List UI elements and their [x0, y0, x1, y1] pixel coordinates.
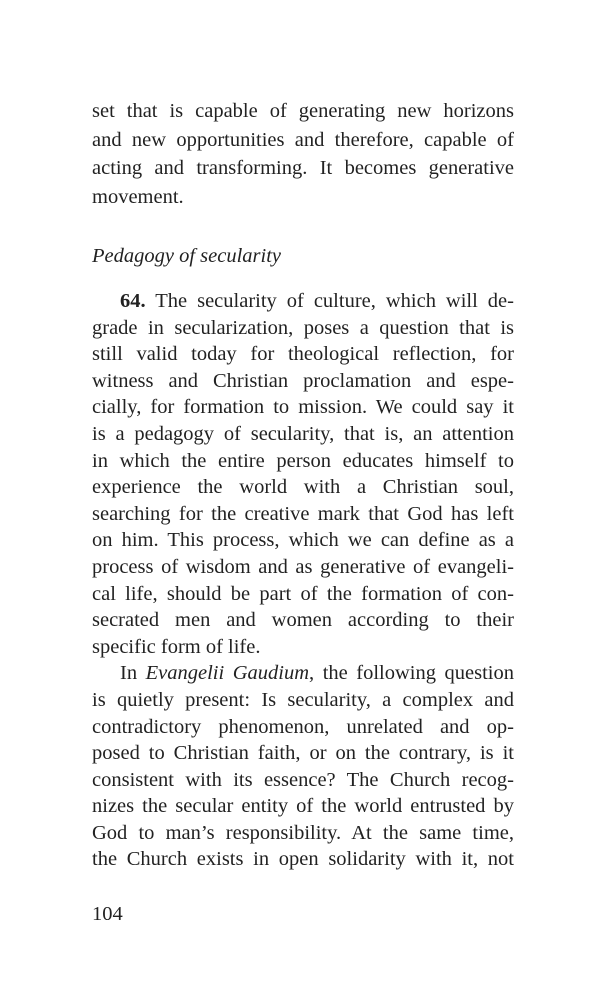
- text-line: still valid today for theological reflection, for: [92, 343, 514, 366]
- text-line: God to man’s responsibility. At the same time,: [92, 821, 514, 844]
- text-line: posed to Christian faith, or on the contrary, is it: [92, 742, 514, 765]
- text-line: searching for the creative mark that God has left: [92, 502, 514, 525]
- paragraph-64: [92, 288, 514, 873]
- text-line: is quietly present: Is secularity, a complex and: [92, 688, 514, 711]
- text-line: nizes the secular entity of the world entrusted by: [92, 795, 514, 818]
- text-line: [92, 660, 514, 687]
- text-line: cially, for formation to mission. We could say it: [92, 396, 514, 419]
- text-span: , the following question: [309, 662, 514, 685]
- text-line: cal life, should be part of the formation of con-: [92, 582, 514, 605]
- text-line: witness and Christian proclamation and espe-: [92, 369, 514, 392]
- text-span: In: [120, 662, 146, 685]
- text-line: experience the world with a Christian soul,: [92, 476, 514, 499]
- text-line: specific form of life.: [92, 635, 261, 658]
- intro-paragraph: [92, 97, 514, 211]
- book-title: Evangelii Gaudium: [145, 662, 310, 685]
- paragraph-number: 64.: [120, 290, 146, 312]
- text-line: set that is capable of generating new horizons: [92, 100, 514, 122]
- text-line: on him. This process, which we can define as a: [92, 529, 514, 552]
- text-line: consistent with its essence? The Church recog-: [92, 768, 514, 791]
- text-line: grade in secularization, poses a question that is: [92, 316, 514, 339]
- text-span: The secularity of culture, which will de-: [145, 290, 514, 312]
- page-number: 104: [92, 903, 123, 925]
- text-line: movement.: [92, 185, 184, 208]
- text-line: contradictory phenomenon, unrelated and op-: [92, 715, 514, 738]
- text-line: process of wisdom and as generative of evangeli-: [92, 555, 514, 578]
- section-heading: Pedagogy of secularity: [92, 245, 282, 267]
- text-line: secrated men and women according to their: [92, 609, 514, 632]
- text-line: and new opportunities and therefore, capable of: [92, 128, 514, 151]
- text-line: the Church exists in open solidarity with it, not: [92, 848, 514, 871]
- text-line: is a pedagogy of secularity, that is, an attention: [92, 422, 514, 445]
- text-line: in which the entire person educates himself to: [92, 449, 514, 472]
- text-line: acting and transforming. It becomes generative: [92, 157, 514, 180]
- text-line: [92, 288, 514, 315]
